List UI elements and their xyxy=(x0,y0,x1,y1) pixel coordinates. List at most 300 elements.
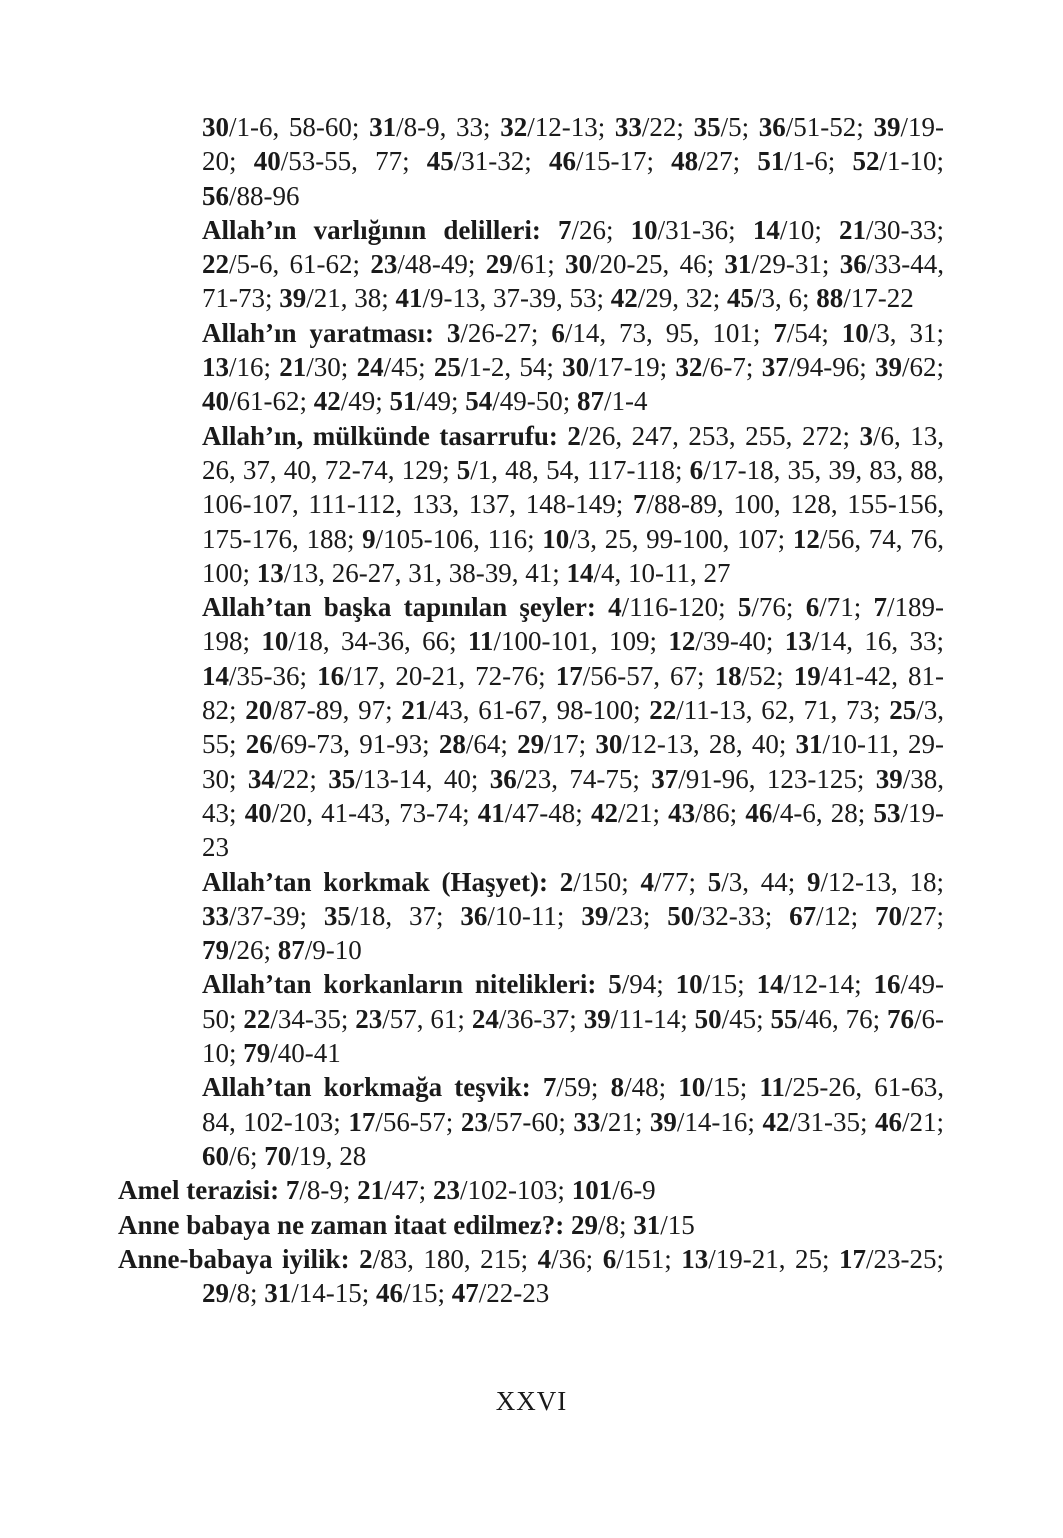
index-reference-text: /3, 31; xyxy=(868,317,944,348)
index-subentry xyxy=(118,865,944,968)
index-term-bold: 31 xyxy=(724,249,752,280)
index-reference-text: /94-96; xyxy=(788,352,875,383)
index-reference-text: /29-31; xyxy=(751,249,840,280)
index-term-bold: 20 xyxy=(245,695,273,726)
index-reference-text: /43, 61-67, 98-100; xyxy=(428,695,650,726)
index-term-bold: 29 xyxy=(570,1209,598,1240)
index-term-bold: 51 xyxy=(757,146,785,177)
index-entry xyxy=(118,1208,944,1242)
index-reference-text: /11-14; xyxy=(610,1003,695,1034)
index-reference-text: /6; xyxy=(229,1140,265,1171)
index-term-bold: 6 xyxy=(551,317,565,348)
index-reference-text: /49; xyxy=(340,386,390,417)
index-term-bold: 42 xyxy=(313,386,341,417)
page-number: XXVI xyxy=(495,1386,568,1416)
index-reference-text: /51-52; xyxy=(785,112,874,142)
index-reference-text: /88-96 xyxy=(229,180,300,211)
index-term-bold: 11 xyxy=(467,626,494,657)
index-term-bold: 7 xyxy=(773,317,787,348)
index-term-bold: 6 xyxy=(805,592,820,623)
index-term-bold: Anne-babaya iyilik: xyxy=(118,1243,360,1274)
index-reference-text: /77; xyxy=(653,866,708,897)
index-term-bold: 33 xyxy=(202,900,229,931)
index-reference-text: /17-18, 35, 39, 83, 88, 106-107, 111-112, 133, 137, 148-149; xyxy=(202,454,944,520)
index-reference-text: /12-13, 18; xyxy=(820,866,944,897)
index-reference-text: /15; xyxy=(403,1278,452,1309)
index-reference-text: /15; xyxy=(702,969,757,1000)
index-term-bold: 23 xyxy=(432,1175,460,1206)
index-term-bold: 7 xyxy=(542,1072,557,1103)
index-reference-text: /26; xyxy=(229,935,278,966)
index-term-bold: 10 xyxy=(542,523,570,554)
index-reference-text: /23, 74-75; xyxy=(516,763,652,794)
index-reference-text: /21; xyxy=(617,797,669,828)
index-term-bold: 39 xyxy=(581,900,609,931)
index-reference-text: /46, 76; xyxy=(797,1003,887,1034)
index-reference-text: /1-6, 58-60; xyxy=(229,112,370,142)
index-reference-text: /1-6; xyxy=(784,146,853,177)
index-reference-text: /3, 6; xyxy=(754,283,817,314)
index-term-bold: 36 xyxy=(460,900,488,931)
index-reference-text: /27; xyxy=(698,146,758,177)
index-term-bold: 22 xyxy=(202,249,229,280)
index-reference-text: /19-20; xyxy=(202,112,944,177)
index-term-bold: 33 xyxy=(614,112,642,142)
index-term-bold: 36 xyxy=(758,112,786,142)
index-reference-text: /45; xyxy=(721,1003,771,1034)
index-reference-text: /76; xyxy=(751,592,806,623)
index-term-bold: 51 xyxy=(389,386,417,417)
index-reference-text: /150; xyxy=(573,866,641,897)
index-reference-text: /83, 180, 215; xyxy=(372,1243,538,1274)
index-reference-text: /18, 34-36, 66; xyxy=(288,626,468,657)
index-term-bold: 88 xyxy=(816,283,844,314)
index-reference-text: /35-36; xyxy=(229,660,318,691)
index-reference-text: /23; xyxy=(608,900,668,931)
index-term-bold: 12 xyxy=(792,523,820,554)
index-term-bold: 10 xyxy=(630,214,658,245)
index-reference-text: /100-101, 109; xyxy=(493,626,669,657)
index-reference-text: /12-13, 28, 40; xyxy=(622,729,796,760)
index-subentry xyxy=(118,1070,944,1173)
index-reference-text: /10-11; xyxy=(487,900,582,931)
index-reference-text: /19-21, 25; xyxy=(708,1243,839,1274)
index-subentry xyxy=(118,967,944,1070)
index-term-bold: 33 xyxy=(573,1106,601,1137)
index-term-bold: Allah’tan başka tapınılan şeyler: xyxy=(202,592,609,623)
index-reference-text: /13, 26-27, 31, 38-39, 41; xyxy=(283,557,567,588)
index-reference-text: /9-13, 37-39, 53; xyxy=(422,283,611,314)
index-term-bold: 42 xyxy=(590,797,618,828)
index-reference-text: /91-96, 123-125; xyxy=(678,763,876,794)
index-term-bold: 7 xyxy=(558,214,572,245)
index-term-bold: 101 xyxy=(571,1175,613,1206)
index-term-bold: 50 xyxy=(694,1003,722,1034)
index-reference-text: /15; xyxy=(705,1072,760,1103)
index-term-bold: 4 xyxy=(608,592,622,623)
index-reference-text: /3, 44; xyxy=(721,866,807,897)
index-term-bold: 30 xyxy=(562,352,590,383)
index-reference-text: /33-44, 71-73; xyxy=(202,249,944,314)
index-term-bold: 7 xyxy=(632,489,647,520)
index-reference-text: /17-22 xyxy=(843,283,914,314)
index-reference-text: /8-9, 33; xyxy=(396,112,501,142)
index-reference-text: /1, 48, 54, 117-118; xyxy=(470,454,690,485)
index-subentry xyxy=(118,590,944,864)
index-reference-text: /38, 43; xyxy=(202,763,944,828)
index-reference-text: /94; xyxy=(621,969,676,1000)
index-term-bold: 10 xyxy=(261,626,289,657)
index-reference-text: /10; xyxy=(779,214,839,245)
index-reference-text: /52; xyxy=(741,660,794,691)
index-reference-text: /31-32; xyxy=(453,146,549,177)
index-term-bold: 19 xyxy=(793,660,821,691)
index-term-bold: 14 xyxy=(752,214,780,245)
index-term-bold: 21 xyxy=(357,1175,385,1206)
index-term-bold: Anne babaya ne zaman itaat edilmez?: xyxy=(118,1209,571,1240)
index-term-bold: 6 xyxy=(689,454,704,485)
index-term-bold: Allah’tan korkmağa teşvik: xyxy=(202,1072,543,1103)
index-entry-list xyxy=(118,110,944,1310)
index-reference-text: /49; xyxy=(416,386,466,417)
index-reference-text: /57, 61; xyxy=(382,1003,472,1034)
index-term-bold: 37 xyxy=(761,352,789,383)
index-reference-text: /31-35; xyxy=(789,1106,875,1137)
index-reference-text: /86; xyxy=(695,797,746,828)
index-term-bold: 14 xyxy=(566,557,594,588)
index-reference-text: /40-41 xyxy=(270,1038,341,1069)
index-reference-text: /14, 73, 95, 101; xyxy=(564,317,774,348)
index-term-bold: 32 xyxy=(675,352,703,383)
index-reference-text: /15-17; xyxy=(575,146,672,177)
index-term-bold: 9 xyxy=(806,866,821,897)
index-reference-text: /48-49; xyxy=(397,249,486,280)
index-reference-text: /26-27; xyxy=(460,317,552,348)
index-reference-text: /105-106, 116; xyxy=(375,523,543,554)
index-term-bold: 16 xyxy=(317,660,345,691)
index-term-bold: 54 xyxy=(465,386,493,417)
index-term-bold: 31 xyxy=(369,112,397,142)
index-term-bold: Allah’ın, mülkünde tasarrufu: xyxy=(202,420,568,451)
index-reference-text: /30; xyxy=(306,352,357,383)
index-term-bold: 3 xyxy=(859,420,873,451)
index-term-bold: 29 xyxy=(202,1278,229,1309)
index-term-bold: 17 xyxy=(555,660,583,691)
index-term-bold: 30 xyxy=(202,112,229,142)
index-reference-text: /3, 55; xyxy=(202,695,944,760)
index-term-bold: 70 xyxy=(874,900,902,931)
index-reference-text: /14-15; xyxy=(291,1278,377,1309)
index-term-bold: 31 xyxy=(633,1209,661,1240)
index-reference-text: /1-4 xyxy=(604,386,648,417)
index-reference-text: /56, 74, 76, 100; xyxy=(202,523,944,588)
index-reference-text: /54; xyxy=(786,317,842,348)
index-reference-text: /30-33; xyxy=(866,214,944,245)
index-reference-text: /6-7; xyxy=(702,352,762,383)
index-term-bold: 31 xyxy=(795,729,823,760)
index-reference-text: /15 xyxy=(660,1209,695,1240)
index-term-bold: 46 xyxy=(548,146,576,177)
index-term-bold: 23 xyxy=(460,1106,488,1137)
index-reference-text: /8; xyxy=(229,1278,265,1309)
index-reference-text: /64; xyxy=(465,729,518,760)
index-subentry xyxy=(118,110,944,213)
index-reference-text: /31-36; xyxy=(657,214,753,245)
index-term-bold: 21 xyxy=(279,352,307,383)
index-reference-text: /27; xyxy=(901,900,944,931)
index-reference-text: /56-57; xyxy=(375,1106,461,1137)
index-term-bold: 52 xyxy=(852,146,880,177)
index-reference-text: /71; xyxy=(819,592,874,623)
index-reference-text: /189-198; xyxy=(202,592,944,657)
index-term-bold: 46 xyxy=(745,797,773,828)
index-term-bold: 48 xyxy=(671,146,699,177)
index-term-bold: 24 xyxy=(471,1003,499,1034)
index-term-bold: 13 xyxy=(256,557,284,588)
index-reference-text: /29, 32; xyxy=(637,283,728,314)
index-term-bold: 46 xyxy=(376,1278,404,1309)
index-term-bold: 35 xyxy=(693,112,721,142)
index-term-bold: 14 xyxy=(756,969,784,1000)
index-reference-text: /48; xyxy=(624,1072,679,1103)
index-reference-text: /49-50; xyxy=(492,386,578,417)
index-term-bold: 43 xyxy=(668,797,696,828)
index-reference-text: /116-120; xyxy=(621,592,738,623)
index-term-bold: 35 xyxy=(328,763,356,794)
index-term-bold: 30 xyxy=(595,729,623,760)
index-term-bold: 5 xyxy=(707,866,722,897)
index-term-bold: 30 xyxy=(565,249,593,280)
index-term-bold: 70 xyxy=(264,1140,292,1171)
index-term-bold: 21 xyxy=(401,695,429,726)
index-reference-text: /87-89, 97; xyxy=(272,695,402,726)
index-term-bold: Amel terazisi: xyxy=(118,1175,286,1206)
index-reference-text: /45; xyxy=(383,352,434,383)
index-term-bold: 35 xyxy=(323,900,351,931)
index-reference-text: /102-103; xyxy=(459,1175,572,1206)
index-reference-text: /25-26, 61-63, 84, 102-103; xyxy=(202,1072,944,1137)
index-term-bold: 22 xyxy=(649,695,677,726)
index-reference-text: /53-55, 77; xyxy=(280,146,427,177)
index-reference-text: /39-40; xyxy=(695,626,785,657)
index-term-bold: 3 xyxy=(446,317,461,348)
index-reference-text: /23-25; xyxy=(866,1243,944,1274)
index-reference-text: /36-37; xyxy=(498,1003,584,1034)
index-term-bold: 41 xyxy=(477,797,505,828)
index-term-bold: 5 xyxy=(608,969,622,1000)
index-reference-text: /4-6, 28; xyxy=(772,797,874,828)
index-reference-text: /21, 38; xyxy=(306,283,396,314)
index-reference-text: /8; xyxy=(597,1209,634,1240)
index-term-bold: 6 xyxy=(602,1243,617,1274)
index-term-bold: 13 xyxy=(202,352,229,383)
index-entry xyxy=(118,1242,944,1311)
index-term-bold: 50 xyxy=(667,900,695,931)
index-term-bold: 25 xyxy=(889,695,917,726)
index-term-bold: 34 xyxy=(247,763,275,794)
index-subentry xyxy=(118,213,944,316)
index-term-bold: 67 xyxy=(789,900,817,931)
index-reference-text: /14-16; xyxy=(676,1106,763,1137)
index-term-bold: 5 xyxy=(456,454,471,485)
index-term-bold: 17 xyxy=(348,1106,376,1137)
index-term-bold: 76 xyxy=(887,1003,914,1034)
index-term-bold: Allah’ın yaratması: xyxy=(202,317,447,348)
index-term-bold: 10 xyxy=(675,969,703,1000)
index-term-bold: 39 xyxy=(279,283,307,314)
index-reference-text: /41-42, 81-82; xyxy=(202,660,944,726)
index-term-bold: 17 xyxy=(839,1243,866,1274)
index-term-bold: 56 xyxy=(202,180,229,211)
index-term-bold: 87 xyxy=(577,386,605,417)
index-term-bold: 2 xyxy=(559,866,574,897)
index-reference-text: /57-60; xyxy=(487,1106,574,1137)
index-term-bold: 24 xyxy=(356,352,384,383)
index-term-bold: 31 xyxy=(264,1278,292,1309)
index-term-bold: 36 xyxy=(489,763,517,794)
index-term-bold: 7 xyxy=(285,1175,300,1206)
index-term-bold: 13 xyxy=(784,626,812,657)
index-reference-text: /12-13; xyxy=(527,112,615,142)
index-term-bold: 12 xyxy=(668,626,696,657)
index-term-bold: 14 xyxy=(202,660,229,691)
index-reference-text: /21; xyxy=(600,1106,650,1137)
index-term-bold: 10 xyxy=(841,317,869,348)
index-reference-text: /26; xyxy=(571,214,631,245)
index-term-bold: 40 xyxy=(253,146,281,177)
index-reference-text: /34-35; xyxy=(270,1003,356,1034)
index-term-bold: 47 xyxy=(451,1278,479,1309)
index-reference-text: /17; xyxy=(544,729,596,760)
index-reference-text: /4, 10-11, 27 xyxy=(593,557,731,588)
index-reference-text: /11-13, 62, 71, 73; xyxy=(676,695,890,726)
index-subentry xyxy=(118,419,944,590)
index-term-bold: 45 xyxy=(727,283,755,314)
index-term-bold: 37 xyxy=(651,763,679,794)
index-term-bold: 7 xyxy=(873,592,887,623)
index-reference-text: /5-6, 61-62; xyxy=(229,249,371,280)
index-term-bold: 5 xyxy=(737,592,752,623)
index-term-bold: 11 xyxy=(759,1072,785,1103)
index-reference-text: /20, 41-43, 73-74; xyxy=(271,797,478,828)
index-term-bold: 9 xyxy=(362,523,376,554)
index-term-bold: 39 xyxy=(873,112,901,142)
index-term-bold: 18 xyxy=(714,660,742,691)
index-reference-text: /8-9; xyxy=(299,1175,358,1206)
index-term-bold: 16 xyxy=(873,969,901,1000)
index-subentry xyxy=(118,316,944,419)
index-reference-text: /21; xyxy=(901,1106,944,1137)
index-reference-text: /22; xyxy=(641,112,694,142)
index-term-bold: 13 xyxy=(681,1243,709,1274)
index-reference-text: /47-48; xyxy=(504,797,591,828)
index-term-bold: 45 xyxy=(426,146,454,177)
index-reference-text: /12-14; xyxy=(783,969,874,1000)
index-term-bold: 42 xyxy=(610,283,638,314)
index-reference-text: /19-23 xyxy=(202,797,944,863)
index-term-bold: 53 xyxy=(873,797,901,828)
index-term-bold: 39 xyxy=(875,763,903,794)
index-reference-text: /16; xyxy=(229,352,280,383)
index-reference-text: /1-10; xyxy=(879,146,944,177)
index-reference-text: /69-73, 91-93; xyxy=(272,729,439,760)
index-term-bold: 23 xyxy=(370,249,398,280)
index-reference-text: /6, 13, 26, 37, 40, 72-74, 129; xyxy=(202,420,944,485)
index-term-bold: 39 xyxy=(583,1003,611,1034)
index-reference-text: /26, 247, 253, 255, 272; xyxy=(580,420,860,451)
index-term-bold: Allah’tan korkanların nitelikleri: xyxy=(202,969,609,1000)
index-term-bold: 29 xyxy=(517,729,545,760)
index-reference-text: /49-50; xyxy=(202,969,944,1034)
index-reference-text: /62; xyxy=(901,352,944,383)
index-reference-text: /22-23 xyxy=(478,1278,550,1309)
index-reference-text: /61-62; xyxy=(229,386,314,417)
index-reference-text: /151; xyxy=(616,1243,682,1274)
index-reference-text: /17-19; xyxy=(589,352,676,383)
index-reference-text: /13-14, 40; xyxy=(355,763,490,794)
index-reference-text: /3, 25, 99-100, 107; xyxy=(569,523,793,554)
index-reference-text: /14, 16, 33; xyxy=(811,626,944,657)
index-term-bold: 29 xyxy=(485,249,513,280)
index-reference-text: /6-9 xyxy=(612,1175,656,1206)
index-entry xyxy=(118,1173,944,1207)
index-term-bold: 79 xyxy=(243,1038,271,1069)
index-term-bold: 46 xyxy=(874,1106,902,1137)
index-term-bold: 39 xyxy=(874,352,902,383)
index-term-bold: 8 xyxy=(610,1072,625,1103)
index-reference-text: /20-25, 46; xyxy=(592,249,725,280)
index-reference-text: /56-57, 67; xyxy=(582,660,715,691)
index-term-bold: Allah’ın varlığının delilleri: xyxy=(202,214,558,245)
index-term-bold: 22 xyxy=(243,1003,271,1034)
index-reference-text: /18, 37; xyxy=(350,900,461,931)
index-term-bold: 36 xyxy=(839,249,867,280)
index-reference-text: /88-89, 100, 128, 155-156, 175-176, 188; xyxy=(202,489,944,554)
index-term-bold: 21 xyxy=(839,214,866,245)
index-term-bold: 40 xyxy=(202,386,229,417)
index-reference-text: /36; xyxy=(551,1243,603,1274)
index-reference-text: /6-10; xyxy=(202,1003,944,1069)
index-term-bold: 55 xyxy=(770,1003,798,1034)
index-term-bold: 2 xyxy=(359,1243,373,1274)
index-reference-text: /9-10 xyxy=(304,935,362,966)
index-reference-text: /5; xyxy=(720,112,759,142)
index-term-bold: 60 xyxy=(202,1140,229,1171)
index-term-bold: 26 xyxy=(245,729,273,760)
index-reference-text: /19, 28 xyxy=(291,1140,367,1171)
index-term-bold: 42 xyxy=(762,1106,790,1137)
index-term-bold: 28 xyxy=(438,729,466,760)
index-term-bold: 32 xyxy=(500,112,528,142)
index-reference-text: /10-11, 29-30; xyxy=(202,729,944,794)
index-term-bold: 41 xyxy=(395,283,423,314)
index-term-bold: 87 xyxy=(277,935,305,966)
index-term-bold: 23 xyxy=(355,1003,383,1034)
index-reference-text: /59; xyxy=(556,1072,611,1103)
index-term-bold: 25 xyxy=(433,352,461,383)
index-reference-text: /17, 20-21, 72-76; xyxy=(344,660,556,691)
index-term-bold: Allah’tan korkmak (Haşyet): xyxy=(202,866,560,897)
index-term-bold: 4 xyxy=(640,866,654,897)
index-term-bold: 40 xyxy=(244,797,272,828)
index-reference-text: /47; xyxy=(384,1175,433,1206)
index-term-bold: 2 xyxy=(567,420,581,451)
index-term-bold: 4 xyxy=(537,1243,552,1274)
index-reference-text: /61; xyxy=(512,249,566,280)
index-reference-text: /12; xyxy=(816,900,875,931)
index-reference-text: /1-2, 54; xyxy=(460,352,563,383)
index-reference-text: /32-33; xyxy=(694,900,790,931)
